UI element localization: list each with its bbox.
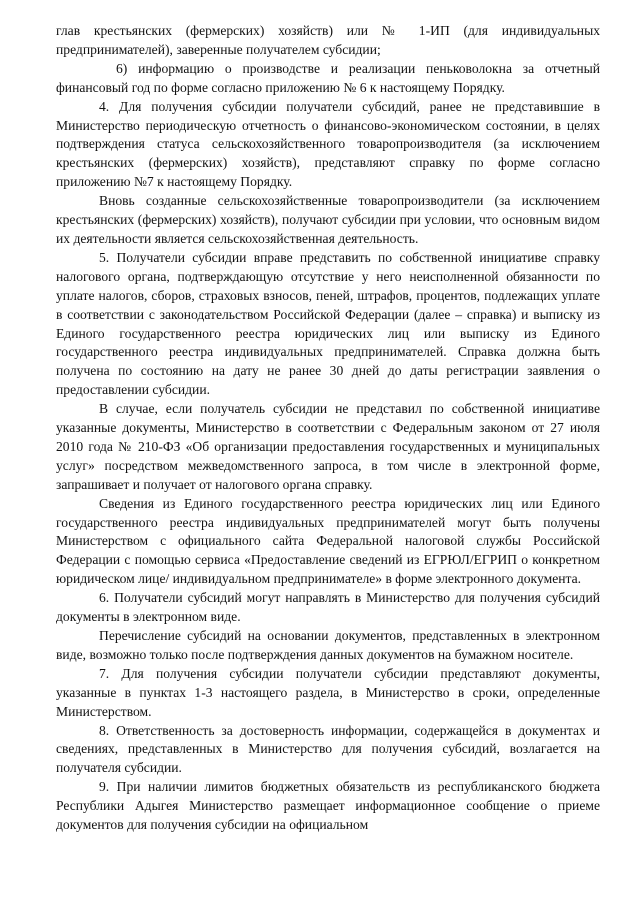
paragraph-point-8: 8. Ответственность за достоверность информации, содержащейся в документах и сведениях, представленных в Министерство для получения субсидий, возлагается на получателя субсидии. [56, 722, 600, 776]
paragraph-interagency-request: В случае, если получатель субсидии не представил по собственной инициативе указанные документы, Министерство в соответствии с Федеральным законом от 27 июля 2010 года № 210-ФЗ «Об организации предоставления государственных и муниципальных услуг» посредством межведомственного запроса, в том числе в электронной форме, запрашивает и получает от налогового органа справку. [56, 401, 600, 492]
paragraph-point-5: 5. Получатели субсидии вправе представить по собственной инициативе справку налогового органа, подтверждающую отсутствие у него неисполненной обязанности по уплате налогов, сборов, страховых взносов, пеней, штрафов, процентов, подлежащих уплате в соответствии с законодательством Российской Федерации (далее – справка) и выписку из Единого государственного реестра юридических лиц или выписку из Единого государственного реестра индивидуальных предпринимателей. Справка должна быть получена по состоянию на дату не ранее 30 дней до даты регистрации заявления о предоставлении субсидии. [56, 249, 600, 398]
paragraph-transfer: Перечисление субсидий на основании документов, представленных в электронном виде, возможно только после подтверждения данных документов на бумажном носителе. [56, 628, 600, 662]
paragraph-point-7: 7. Для получения субсидии получатели субсидии представляют документы, указанные в пунктах 1-3 настоящего раздела, в Министерство в сроки, определенные Министерством. [56, 665, 600, 719]
paragraph-registry-info: Сведения из Единого государственного реестра юридических лиц или Единого государственного реестра индивидуальных предпринимателей могут быть получены Министерством с официального сайта Федеральной налоговой службы Российской Федерации с помощью сервиса «Предоставление сведений из ЕГРЮЛ/ЕГРИП о конкретном юридическом лице/ индивидуальном предпринимателе» в форме электронного документа. [56, 495, 600, 587]
paragraph-new-producers: Вновь созданные сельскохозяйственные товаропроизводители (за исключением крестьянских (фермерских) хозяйств), получают субсидии при условии, что основным видом их деятельности является сельскохозяйственная деятельность. [56, 193, 600, 246]
paragraph-point-6: 6. Получатели субсидий могут направлять в Министерство для получения субсидий документы в электронном виде. [56, 590, 600, 625]
paragraph-continuation: глав крестьянских (фермерских) хозяйств) или № 1-ИП (для индивидуальных предпринимателей), заверенные получателем субсидии; [56, 23, 600, 57]
paragraph-item-6: 6) информацию о производстве и реализации пеньковолокна за отчетный финансовый год по форме согласно приложению № 6 к настоящему Порядку. [56, 60, 600, 95]
paragraph-point-9: 9. При наличии лимитов бюджетных обязательств из республиканского бюджета Республики Адыгея Министерство размещает информационное сообщение о приеме документов для получения субсидии на официальном [56, 779, 600, 833]
paragraph-point-4: 4. Для получения субсидии получатели субсидий, ранее не представившие в Министерство периодическую отчетность о финансово-экономическом состоянии, в целях подтверждения статуса сельскохозяйственного товаропроизводителя (за исключением крестьянских (фермерских) хозяйств), представляют справку по форме согласно приложению №7 к настоящему Порядку. [56, 98, 600, 190]
